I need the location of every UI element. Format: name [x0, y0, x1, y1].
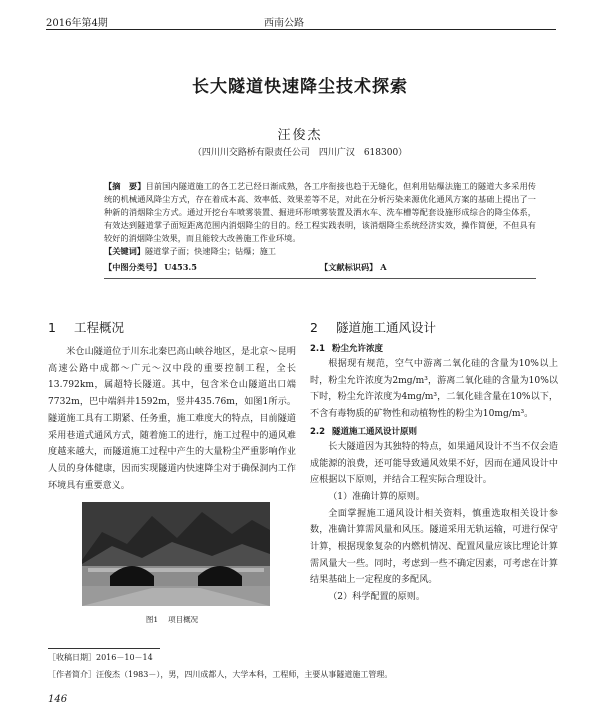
- abstract-rule: [104, 278, 536, 279]
- abstract-label: 【摘 要】: [104, 181, 146, 191]
- author-name: 汪俊杰: [277, 128, 323, 143]
- section-2-heading: [310, 318, 558, 336]
- journal-name: 西南公路: [264, 18, 304, 29]
- page-number: 146: [48, 694, 68, 705]
- section-2-number: 2: [310, 320, 318, 335]
- subsection-2-2-number: 2.2: [310, 426, 326, 437]
- section-1: [48, 318, 296, 494]
- clc-label: 【中图分类号】: [104, 262, 162, 272]
- footnote-rule: [48, 648, 160, 649]
- classification-row: [104, 262, 536, 276]
- subsection-2-1-title: 粉尘允许浓度: [332, 344, 384, 354]
- subsection-2-1-number: 2.1: [310, 344, 326, 354]
- issue-label: 2016年第4期: [46, 18, 108, 29]
- figure-caption-text: 项目概况: [168, 615, 199, 624]
- keywords-text: 隧道掌子面；快速降尘；钻爆；施工: [144, 246, 276, 256]
- subsection-2-1-heading: [310, 342, 558, 354]
- author-affiliation: （四川川交路桥有限责任公司 四川广汉 618300）: [192, 148, 408, 158]
- principle-2-title: （2）科学配置的原则。: [328, 592, 425, 603]
- tunnel-portal-illustration: [82, 502, 270, 606]
- doc-code-label: 【文献标识码】: [320, 262, 378, 272]
- subsection-2-1-text: 根据现有规范，空气中游离二氧化硅的含量为10%以上时，粉尘允许浓度为2mg/m³，游离二氧化硅的含量为10%以下时，粉尘允许浓度为4mg/m³，二氧化硅含量在10%以下，不含有毒物质的矿物性和动植物性的粉尘为10mg/m³。: [310, 359, 558, 420]
- paper-title: 长大隧道快速降尘技术探索: [192, 77, 408, 97]
- keywords: [104, 246, 536, 257]
- header-rule: [46, 29, 556, 30]
- footnote-received: ［收稿日期］2016－10－14: [48, 653, 153, 662]
- subsection-2-2-text: 长大隧道因为其独特的特点，如果通风设计不当不仅会造成能源的浪费，还可能导致通风效果不好，因而在通风设计中应根据以下原则，并结合工程实际合理设计。: [310, 441, 558, 486]
- subsection-2-2-title: 隧道施工通风设计原则: [332, 426, 418, 437]
- document-code: [320, 262, 387, 273]
- keywords-label: 【关键词】: [104, 246, 145, 256]
- project-photo: [82, 502, 270, 606]
- section-1-text: 米仓山隧道位于川东北秦巴高山峡谷地区，是北京～昆明高速公路中成都～广元～汉中段的重要控制工程，全长13.792km，属超特长隧道。其中，包含米仓山隧道出口端7732m，巴中端斜井1592m，竖井435.76m，如图1所示。隧道施工具有工期紧、任务重，施工难度大的特点，目前隧道采用巷道式通风方式，随着施工的进行，施工过程中的通风难度越来越大，而隧道施工过程中产生的大量粉尘严重影响作业人员的身体健康，因而实现隧道内快速降尘对于确保洞内工作环境具有重要意义。: [48, 347, 296, 491]
- doc-code-value: A: [380, 262, 387, 272]
- section-1-title: 工程概况: [74, 320, 125, 335]
- subsection-2-2-heading: [310, 425, 558, 437]
- section-2-title: 隧道施工通风设计: [336, 320, 437, 335]
- section-1-number: 1: [48, 320, 56, 335]
- abstract-text: 目前国内隧道施工的各工艺已经日渐成熟，各工序衔接也趋于无缝化，但利用钻爆法施工的隧道大多采用传统的机械通风降尘方式，存在着成本高、效率低、效果差等不足，对此在分析污染来源优化通风方案的基础上提出了一种新的消烟除尘方式。通过开挖台车喷雾装置、掘进环形喷雾装置及洒水车、洗车槽等配套设施形成综合的降尘体系，有效达到隧道掌子面短距离范围内消烟降尘的目的。经工程实践表明，该消烟降尘系统经济实效，操作简便，不但具有较好的消烟降尘效果，而且能较大改善施工作业环境。: [104, 181, 536, 243]
- section-2: [310, 318, 558, 606]
- clc-number: [104, 262, 197, 273]
- footnote-author-bio: ［作者简介］汪俊杰（1983－），男，四川成都人，大学本科，工程师，主要从事隧道施工管理。: [48, 670, 393, 679]
- principle-1-title: （1）准确计算的原则。: [328, 491, 425, 502]
- figure-label: 图1: [145, 615, 159, 624]
- figure-caption: [48, 614, 296, 625]
- principle-1-text: 全面掌握施工通风设计相关资料，慎重选取相关设计参数，准确计算需风量和风压。隧道采用无轨运输，可进行保守计算，根据现象复杂的内燃机情况、配置风量应该比理论计算需风量大一些。同时，考虑到一些不确定因素，可考虑在计算结果基础上一定程度的多配风。: [310, 508, 558, 586]
- running-header: [46, 12, 556, 30]
- abstract: [104, 180, 536, 245]
- clc-value: U453.5: [164, 262, 197, 272]
- section-1-heading: [48, 318, 296, 336]
